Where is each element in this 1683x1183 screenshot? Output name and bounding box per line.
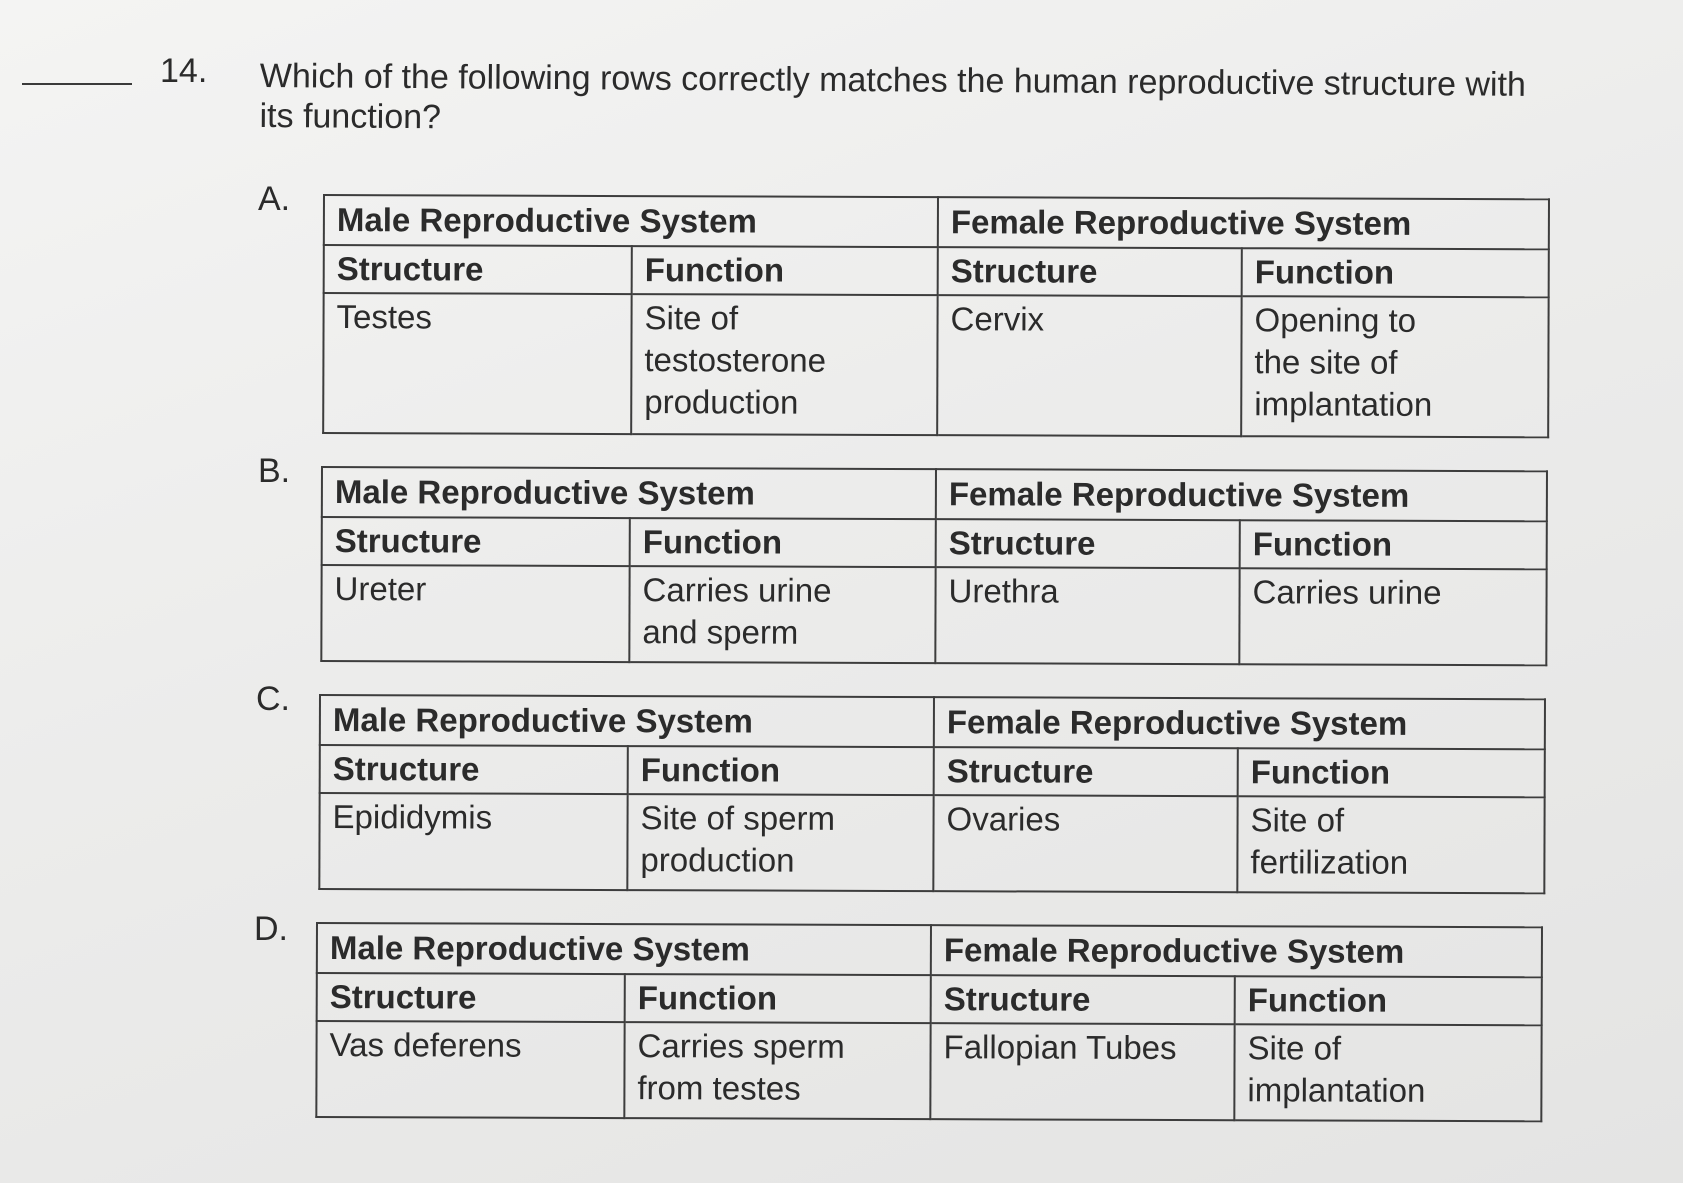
female-structure-cell: Urethra	[935, 567, 1239, 664]
male-structure-cell: Vas deferens	[316, 1021, 624, 1118]
male-function-text: Site of sperm production	[640, 799, 836, 879]
option-letter-a: A.	[258, 180, 291, 218]
male-function-text: Site of testosterone production	[644, 299, 827, 421]
female-system-header: Female Reproductive System	[931, 925, 1542, 977]
option-c-table	[318, 694, 1546, 894]
female-structure-header: Structure	[936, 519, 1240, 568]
male-function-header: Function	[630, 518, 936, 567]
female-function-text: Site of implantation	[1247, 1029, 1426, 1109]
female-function-header: Function	[1242, 248, 1549, 297]
male-structure-header: Structure	[317, 973, 625, 1022]
male-function-header: Function	[628, 746, 934, 795]
male-function-header: Function	[632, 246, 938, 295]
female-function-header: Function	[1238, 748, 1545, 797]
female-system-header: Female Reproductive System	[934, 697, 1545, 749]
female-structure-header: Structure	[931, 975, 1235, 1024]
female-structure-cell: Fallopian Tubes	[930, 1023, 1234, 1120]
male-system-header: Male Reproductive System	[322, 467, 936, 519]
female-function-text: Opening to the site of implantation	[1254, 301, 1433, 423]
option-letter-b: B.	[258, 452, 291, 490]
female-system-header: Female Reproductive System	[938, 197, 1549, 249]
female-function-header: Function	[1240, 520, 1547, 569]
male-structure-header: Structure	[322, 517, 630, 566]
male-system-header: Male Reproductive System	[324, 195, 938, 247]
question-text: Which of the following rows correctly matches the human reproductive structure with its function?	[259, 56, 1527, 137]
male-function-header: Function	[625, 974, 931, 1023]
female-function-cell	[1237, 796, 1544, 893]
female-structure-header: Structure	[938, 247, 1242, 296]
male-structure-header: Structure	[320, 745, 628, 794]
option-letter-c: C.	[256, 680, 290, 718]
female-function-cell	[1234, 1024, 1541, 1121]
female-structure-cell: Ovaries	[933, 795, 1237, 892]
male-structure-cell: Testes	[323, 293, 631, 434]
female-function-header: Function	[1235, 976, 1542, 1025]
answer-blank-line	[22, 83, 132, 85]
female-system-header: Female Reproductive System	[936, 469, 1547, 521]
male-function-cell	[627, 794, 933, 891]
male-structure-header: Structure	[324, 245, 632, 294]
female-structure-header: Structure	[934, 747, 1238, 796]
option-b-table	[320, 466, 1548, 666]
male-function-cell	[624, 1022, 930, 1119]
male-function-text: Carries sperm from testes	[637, 1027, 845, 1107]
female-function-cell: Carries urine	[1239, 568, 1546, 665]
option-d-table	[315, 922, 1543, 1122]
male-function-cell	[631, 294, 938, 435]
male-system-header: Male Reproductive System	[320, 695, 934, 747]
question-number: 14.	[160, 52, 208, 90]
male-system-header: Male Reproductive System	[317, 923, 931, 975]
male-function-text: Carries urine and sperm	[642, 571, 832, 651]
option-a-table	[322, 194, 1550, 438]
male-structure-cell: Ureter	[321, 565, 629, 662]
option-letter-d: D.	[254, 910, 288, 948]
female-structure-cell: Cervix	[937, 295, 1241, 436]
female-function-cell	[1241, 296, 1548, 437]
male-function-cell	[629, 566, 935, 663]
female-function-text: Site of fertilization	[1250, 801, 1409, 881]
male-structure-cell: Epididymis	[319, 793, 627, 890]
